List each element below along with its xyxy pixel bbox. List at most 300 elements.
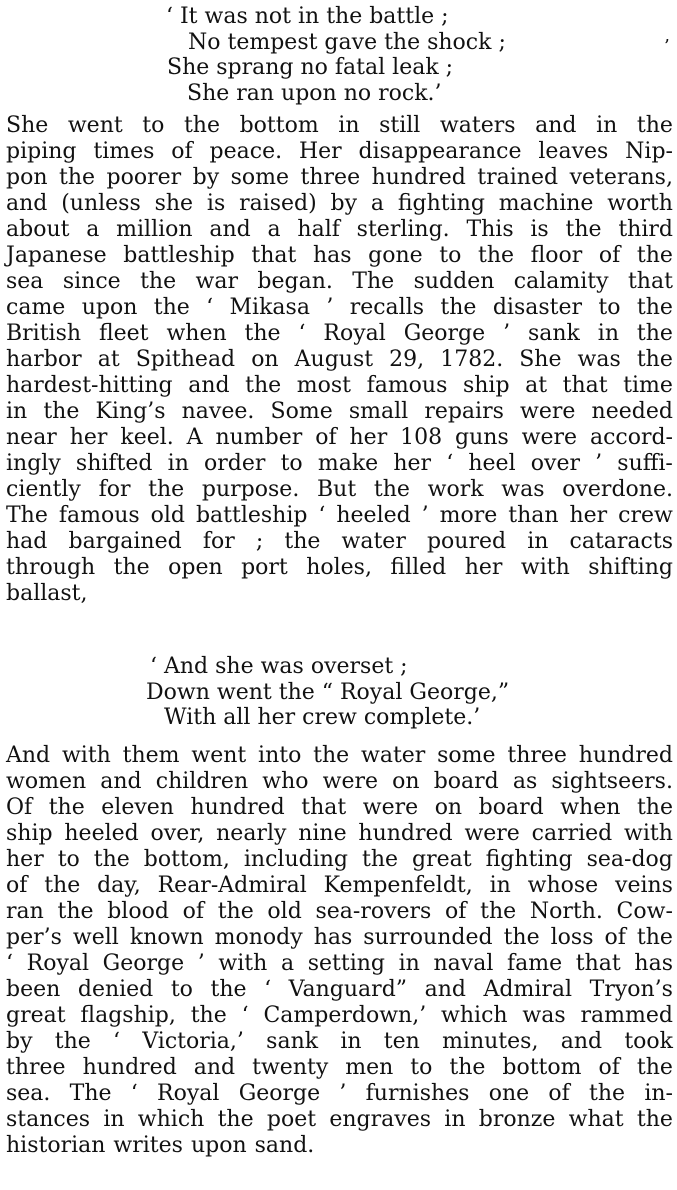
word: This	[466, 217, 514, 242]
word: hundred	[82, 1055, 177, 1080]
word: But	[317, 477, 357, 502]
word: floor	[530, 243, 583, 268]
text-line	[6, 1029, 673, 1055]
word: sightseers.	[551, 769, 673, 794]
word: open	[168, 555, 223, 580]
word: flagship,	[80, 1003, 176, 1028]
word: ’	[595, 451, 603, 476]
word: of	[171, 139, 193, 164]
word: sank	[527, 321, 580, 346]
word: by	[6, 1029, 33, 1054]
word: and	[424, 977, 466, 1002]
text-line	[6, 873, 673, 899]
word: what	[568, 1107, 624, 1132]
word: disaster	[492, 295, 583, 320]
word: including	[243, 847, 348, 872]
word: through	[6, 555, 96, 580]
word: of	[445, 899, 467, 924]
word: that	[575, 951, 621, 976]
text-line	[6, 139, 673, 165]
word: by	[330, 191, 358, 216]
word: the	[183, 113, 220, 138]
verse-line: Down went the “ Royal George,”	[146, 679, 510, 705]
word: her	[69, 425, 108, 450]
word: the	[93, 847, 130, 872]
word: in-	[644, 1081, 673, 1106]
word: Victoria,’	[142, 1029, 244, 1054]
word: hundred	[358, 821, 453, 846]
text-line	[6, 769, 673, 795]
word: cataracts	[569, 529, 673, 554]
word: carried	[531, 821, 613, 846]
word: in	[103, 1107, 125, 1132]
word: the	[48, 795, 85, 820]
word: known	[129, 925, 204, 950]
word: bottom	[239, 113, 319, 138]
word: some	[230, 165, 290, 190]
word: monody	[214, 925, 303, 950]
word: million	[116, 217, 193, 242]
word: the	[440, 295, 477, 320]
word: the	[284, 529, 321, 554]
word: George	[403, 321, 486, 346]
word: shifting	[588, 555, 673, 580]
text-line	[6, 555, 673, 581]
word: Royal	[323, 321, 386, 346]
word: engraves	[329, 1107, 432, 1132]
word: heeled	[336, 503, 411, 528]
word: Her	[298, 139, 342, 164]
text-line	[6, 503, 673, 529]
word: were	[322, 769, 379, 794]
word: is	[530, 217, 549, 242]
word: her	[569, 503, 608, 528]
word: bottom,	[143, 847, 230, 872]
word: the	[636, 321, 673, 346]
word: the	[449, 1055, 486, 1080]
word: furnishes	[365, 1081, 470, 1106]
word: board	[478, 795, 544, 820]
word: And	[6, 743, 51, 768]
word: nearly	[216, 821, 287, 846]
word: since	[62, 269, 121, 294]
word: naval	[433, 951, 494, 976]
word: sand.	[254, 1133, 315, 1158]
word: old	[150, 503, 185, 528]
word: the	[58, 165, 96, 190]
word: old	[267, 899, 302, 924]
verse-top	[158, 4, 506, 106]
text-line	[6, 113, 673, 139]
word: three	[300, 165, 361, 190]
word: Kempenfeldt,	[323, 873, 473, 898]
word: with	[624, 821, 673, 846]
word: great	[412, 847, 472, 872]
word: over,	[150, 821, 205, 846]
text-line	[6, 321, 673, 347]
word: of	[598, 243, 621, 268]
word: shifted	[75, 451, 153, 476]
word: make	[317, 451, 379, 476]
verse-line: She ran upon no rock.’	[187, 80, 442, 106]
word: setting	[307, 951, 385, 976]
word: purpose.	[201, 477, 300, 502]
word: pon	[6, 165, 48, 190]
word: the	[148, 477, 185, 502]
text-line	[6, 295, 673, 321]
text-line	[6, 529, 673, 555]
word: ‘	[241, 1003, 249, 1028]
text-line	[6, 1055, 673, 1081]
word: of	[315, 425, 337, 450]
text-line	[6, 795, 673, 821]
word: disappearance	[358, 139, 522, 164]
verse-line: She sprang no fatal leak ;	[167, 55, 454, 80]
word: holes,	[306, 555, 372, 580]
word: went	[67, 113, 123, 138]
word: Mikasa	[229, 295, 310, 320]
word: ‘	[6, 951, 13, 976]
word: accord-	[589, 425, 673, 450]
word: the	[217, 1107, 254, 1132]
word: was	[501, 477, 545, 502]
word: The	[6, 503, 48, 528]
word: the	[503, 925, 540, 950]
word: that	[251, 243, 297, 268]
word: North.	[529, 899, 603, 924]
word: and	[209, 217, 251, 242]
word: A	[186, 425, 203, 450]
word: half	[297, 217, 340, 242]
word: in	[167, 451, 189, 476]
word: the	[480, 899, 517, 924]
word: Japanese	[6, 243, 107, 268]
word: to	[439, 243, 462, 268]
word: suffi-	[617, 451, 673, 476]
word: to	[170, 977, 193, 1002]
word: fame	[507, 951, 563, 976]
word: on	[434, 795, 463, 820]
word: water	[341, 529, 406, 554]
word: began.	[257, 269, 333, 294]
word: when	[560, 795, 621, 820]
word: ship	[462, 373, 510, 398]
word: King’s	[95, 399, 166, 424]
word: three	[6, 1055, 66, 1080]
word: into	[258, 743, 302, 768]
word: Of	[6, 795, 33, 820]
word: bargained	[68, 529, 182, 554]
word: of	[598, 1055, 620, 1080]
word: the	[477, 243, 515, 268]
word: She	[519, 347, 562, 372]
word: ‘	[206, 295, 214, 320]
word: has	[313, 925, 353, 950]
word: over	[530, 451, 580, 476]
word: minutes,	[442, 1029, 539, 1054]
word: keel.	[120, 425, 174, 450]
word: of	[604, 925, 626, 950]
word: upon	[81, 295, 138, 320]
word: famous	[58, 503, 140, 528]
word: Nip-	[625, 139, 673, 164]
word: fighting	[485, 847, 573, 872]
word: 1782.	[440, 347, 504, 372]
word: sudden	[413, 269, 495, 294]
word: still	[379, 113, 421, 138]
word: that	[301, 795, 347, 820]
word: the	[636, 295, 673, 320]
word: and	[560, 1029, 603, 1054]
word: sterling.	[356, 217, 450, 242]
word: times	[93, 139, 155, 164]
word: loss	[550, 925, 594, 950]
word: the	[140, 269, 177, 294]
word: at	[525, 373, 548, 398]
word: more	[439, 503, 498, 528]
word: ingly	[6, 451, 61, 476]
word: the	[190, 1003, 227, 1028]
text-line	[6, 899, 673, 925]
text-line	[6, 1133, 673, 1159]
word: worth	[607, 191, 673, 216]
word: machine	[498, 191, 594, 216]
word: the	[113, 555, 150, 580]
word: came	[6, 295, 66, 320]
word: when	[166, 321, 227, 346]
word: hundred	[371, 165, 466, 190]
word: as	[512, 769, 538, 794]
word: the	[589, 1081, 626, 1106]
word: ten	[383, 1029, 420, 1054]
word: board	[433, 769, 499, 794]
word: piping	[6, 139, 77, 164]
word: ciently	[6, 477, 81, 502]
text-line	[6, 951, 673, 977]
verse-line: ‘ And she was overset ;	[150, 654, 408, 679]
text-line	[6, 347, 673, 373]
word: 29,	[389, 347, 425, 372]
word: Royal	[26, 951, 90, 976]
word: needed	[591, 399, 673, 424]
word: heel	[468, 451, 516, 476]
word: her	[6, 847, 44, 872]
word: stances	[6, 1107, 91, 1132]
word: ‘	[298, 321, 306, 346]
text-line	[6, 1081, 673, 1107]
word: of	[6, 873, 28, 898]
word: at	[97, 347, 120, 372]
word: the	[636, 1107, 673, 1132]
word: ’	[421, 503, 429, 528]
word: raised)	[239, 191, 317, 216]
word: a	[370, 191, 385, 216]
text-line	[6, 191, 673, 217]
word: some	[437, 743, 496, 768]
word: whose	[527, 873, 599, 898]
verse-line: With all her crew complete.’	[164, 705, 481, 730]
word: navee.	[181, 399, 255, 424]
word: is	[206, 191, 226, 216]
word: them	[122, 743, 180, 768]
word: in	[596, 113, 618, 138]
word: on	[392, 769, 420, 794]
word: the	[313, 743, 350, 768]
word: and	[100, 769, 142, 794]
text-line	[6, 581, 673, 607]
word: which	[441, 1003, 508, 1028]
word: Some	[270, 399, 333, 424]
word: about	[6, 217, 70, 242]
word: to	[410, 1055, 433, 1080]
word: the	[636, 1055, 673, 1080]
text-line	[6, 425, 673, 451]
word: ‘	[318, 503, 326, 528]
word: the	[210, 977, 247, 1002]
word: were	[520, 399, 576, 424]
word: sea-rovers	[315, 899, 432, 924]
word: Admiral	[483, 977, 573, 1002]
word: writes	[113, 1133, 183, 1158]
word: ;	[255, 529, 264, 554]
text-line	[6, 743, 673, 769]
word: upon	[190, 1133, 247, 1158]
word: ’	[339, 1081, 347, 1106]
word: her	[464, 555, 503, 580]
word: that	[562, 373, 608, 398]
word: with	[218, 951, 268, 976]
word: hardest-hitting	[6, 373, 173, 398]
word: fleet	[98, 321, 149, 346]
word: a	[86, 217, 100, 242]
word: were	[521, 425, 578, 450]
word: the	[636, 243, 673, 268]
word: has	[312, 243, 352, 268]
word: in	[489, 873, 511, 898]
word: one	[488, 1081, 530, 1106]
word: the	[54, 1029, 91, 1054]
word: three	[507, 743, 567, 768]
word: Cow-	[616, 899, 673, 924]
verse-line: No tempest gave the shock ;	[188, 29, 506, 55]
word: time	[623, 373, 673, 398]
word: a	[267, 217, 281, 242]
text-line	[6, 1003, 673, 1029]
text-line	[6, 243, 673, 269]
word: The	[69, 1081, 112, 1106]
word: waters	[439, 113, 516, 138]
text-line	[6, 399, 673, 425]
word: calamity	[513, 269, 609, 294]
word: by	[192, 165, 220, 190]
word: of	[182, 899, 204, 924]
word: battleship	[123, 243, 235, 268]
word: Tryon’s	[589, 977, 673, 1002]
word: ballast,	[6, 581, 88, 606]
margin-mark: ’	[664, 36, 670, 57]
word: twenty	[252, 1055, 329, 1080]
word: repairs	[424, 399, 504, 424]
word: poet	[266, 1107, 317, 1132]
word: The	[352, 269, 395, 294]
word: were	[362, 795, 419, 820]
word: that	[627, 269, 673, 294]
word: and	[6, 191, 48, 216]
word: were	[464, 821, 520, 846]
word: in	[6, 399, 28, 424]
word: the	[43, 399, 80, 424]
word: sea-dog	[586, 847, 673, 872]
text-line	[6, 821, 673, 847]
text-line	[6, 1107, 673, 1133]
word: a	[280, 951, 295, 976]
word: the	[44, 873, 81, 898]
word: gone	[368, 243, 423, 268]
word: than	[508, 503, 559, 528]
word: in	[597, 321, 619, 346]
text-line	[6, 847, 673, 873]
verse-line: ‘ It was not in the battle ;	[166, 4, 449, 29]
word: work	[427, 477, 484, 502]
word: battleship	[195, 503, 308, 528]
word: on	[251, 347, 279, 372]
word: war	[195, 269, 238, 294]
word: August	[294, 347, 374, 372]
word: George	[238, 1081, 321, 1106]
word: port	[241, 555, 288, 580]
word: George	[102, 951, 185, 976]
word: the	[244, 321, 281, 346]
word: rammed	[580, 1003, 673, 1028]
word: of	[548, 1081, 570, 1106]
word: in	[340, 1029, 362, 1054]
word: children	[155, 769, 249, 794]
word: Camperdown,’	[263, 1003, 427, 1028]
word: sea.	[6, 1081, 51, 1106]
word: British	[6, 321, 82, 346]
word: has	[634, 951, 673, 976]
word: day,	[97, 873, 141, 898]
word: ran	[6, 899, 44, 924]
word: her	[349, 425, 388, 450]
word: the	[636, 113, 673, 138]
word: Vanguard”	[288, 977, 408, 1002]
word: veterans,	[569, 165, 673, 190]
word: heeled	[64, 821, 139, 846]
word: fighting	[397, 191, 485, 216]
word: sank	[266, 1029, 319, 1054]
word: denied	[77, 977, 154, 1002]
word: peace.	[209, 139, 283, 164]
word: recalls	[349, 295, 425, 320]
text-line	[6, 977, 673, 1003]
word: third	[618, 217, 673, 242]
word: the	[217, 899, 254, 924]
word: ’	[503, 321, 511, 346]
word: Royal	[157, 1081, 220, 1106]
word: been	[6, 977, 61, 1002]
word: ‘	[264, 977, 272, 1002]
word: great	[6, 1003, 66, 1028]
word: the	[57, 899, 94, 924]
word: for	[202, 529, 235, 554]
word: historian	[6, 1133, 106, 1158]
word: overdone.	[562, 477, 673, 502]
word: went	[191, 743, 247, 768]
word: Rear-Admiral	[157, 873, 307, 898]
word: filled	[390, 555, 447, 580]
word: she	[154, 191, 194, 216]
